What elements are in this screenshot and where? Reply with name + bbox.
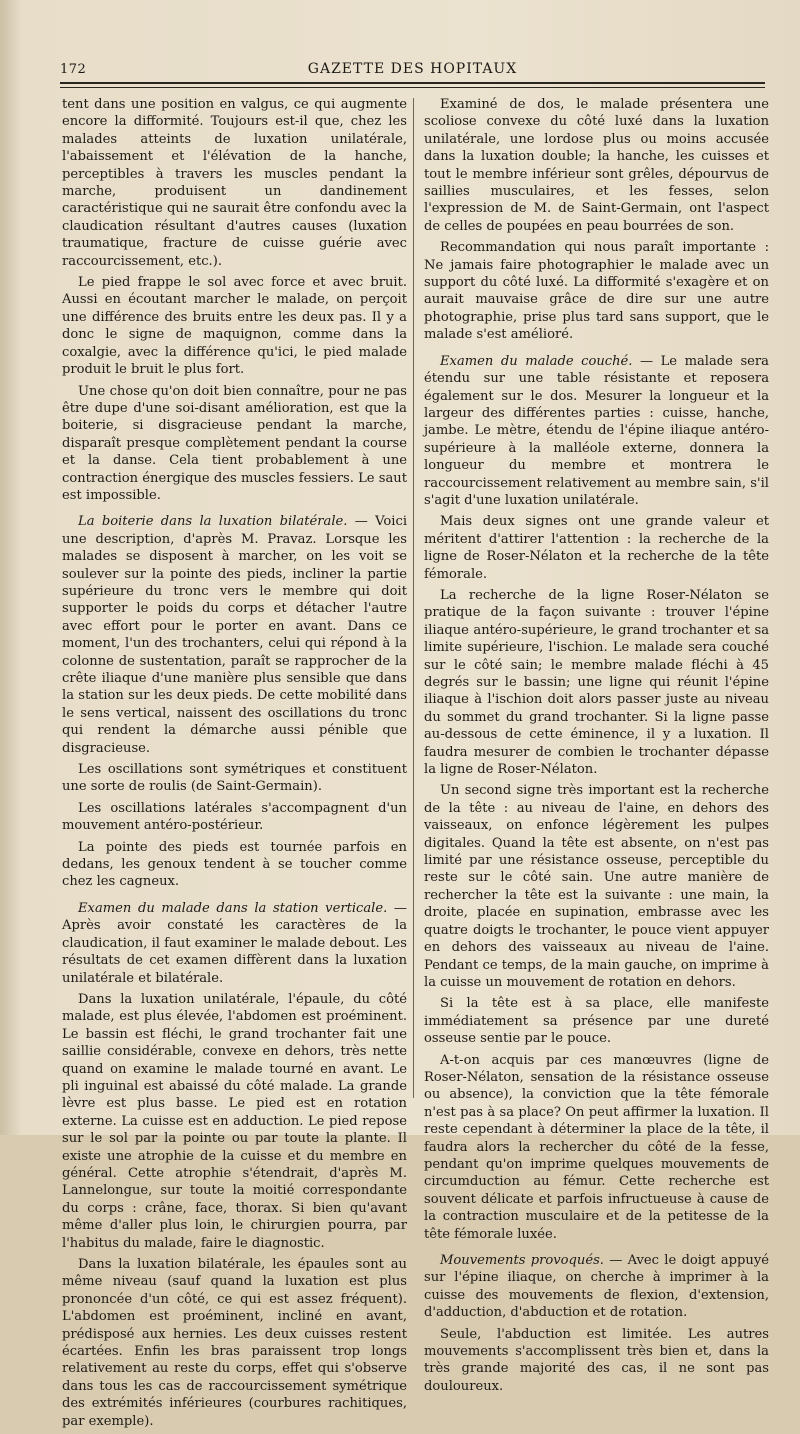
section-heading: La boiterie dans la luxation bilatérale. — [78, 514, 348, 530]
running-title: GAZETTE DES HOPITAUX — [307, 61, 518, 77]
column-divider — [413, 98, 414, 1098]
paragraph: Mais deux signes ont une grande valeur et méritent d'attirer l'attention : la recherche de la ligne de Roser-Nélaton et la recherche de la tête fémorale. — [424, 514, 769, 582]
paragraph: Seule, l'abduction est limitée. Les autres mouvements s'accomplissent très bien et, dans la très grande majorité des cas, il ne sont pas douloureux. — [424, 1326, 769, 1394]
section-paragraph — [424, 353, 769, 510]
paragraph: Recommandation qui nous paraît importante : Ne jamais faire photographier le malade avec un support du côté luxé. La difformité s'exagère et on aurait mauvaise grâce de dire sur une autre photographie, prise plus tard sans support, que le malade s'est amélioré. — [424, 240, 769, 343]
paragraph: Dans la luxation unilatérale, l'épaule, du côté malade, est plus élevée, l'abdomen est proéminent. Le bassin est fléchi, le grand trochanter fait une saillie considérable, convexe en dehors, très nette quand on examine le malade tourné en avant. Le pli inguinal est abaissé du côté malade. La grande lèvre est plus basse. Le pied est en rotation externe. La cuisse est en adduction. Le pied repose sur le sol par la pointe ou par toute la plante. Il existe une atrophie de la cuisse et du membre en général. Cette atrophie s'étendrait, d'après M. Lannelongue, sur toute la moitié correspondante du corps : crâne, face, thorax. Si bien qu'avant même d'aller plus loin, le chirurgien pourra, par l'habitus du malade, faire le diagnostic. — [62, 991, 407, 1251]
paragraph: Un second signe très important est la recherche de la tête : au niveau de l'aine, en dehors des vaisseaux, on enfonce légèrement les pulpes digitales. Quand la tête est absente, on n'est pas limité par une résistance osseuse, perceptible du reste sur le côté sain. Une autre manière de rechercher la tête est la suivante : une main, la droite, placée en supination, embrasse avec les quatre doigts le trochanter, le pouce vient appuyer en dehors des vaisseaux au niveau de l'aine. Pendant ce temps, de la main gauche, on imprime à la cuisse un mouvement de rotation en dehors. — [424, 783, 769, 990]
header-rule-thin — [60, 87, 765, 88]
paragraph: Examiné de dos, le malade présentera une scoliose convexe du côté luxé dans la luxation unilatérale, une lordose plus ou moins accusée dans la luxation double; la hanche, les cuisses et tout le membre inférieur sont grêles, dépourvus de saillies musculaires, et les fesses, selon l'expression de M. de Saint-Germain, ont l'aspect de celles de poupées en peau bourrées de son. — [424, 97, 769, 234]
right-column — [424, 96, 769, 1399]
section-text: — Voici une description, d'après M. Pravaz. Lorsque les malades se disposent à marcher, on les voit se soulever sur la pointe des pieds, incliner la partie supérieure du tronc vers le membre qui doit supporter le poids du corps et détacher l'autre avec effort pour le porter en avant. Dans ce moment, l'un des trochanters, celui qui répond à la colonne de sustentation, paraît se rapprocher de la crête iliaque d'une manière plus sensible que dans la station sur les deux pieds. De cette mobilité dans le sens vertical, naissent des oscillations du tronc qui rendent la démarche aussi pénible que disgracieuse. — [62, 514, 408, 756]
header-rule-thick — [60, 82, 765, 84]
paragraph: Si la tête est à sa place, elle manifeste immédiatement sa présence par une dureté osseuse sentie par le pouce. — [424, 996, 769, 1047]
page-header — [60, 58, 765, 80]
section-text: — Après avoir constaté les caractères de la claudication, il faut examiner le malade debout. Les résultats de cet examen diffèrent dans la luxation unilatérale et bilatérale. — [62, 900, 407, 986]
paragraph: Dans la luxation bilatérale, les épaules sont au même niveau (sauf quand la luxation est plus prononcée d'un côté, ce qui est assez fréquent). L'abdomen est proéminent, incliné en avant, prédisposé aux hernies. Les deux cuisses restent écartées. Enfin les bras paraissent trop longs relativement au reste du corps, effet qui s'observe dans tous les cas de raccourcissement symétrique des extrémités inférieures (courbures rachitiques, par exemple). — [62, 1257, 407, 1429]
paragraph: Le pied frappe le sol avec force et avec bruit. Aussi en écoutant marcher le malade, on perçoit une différence des bruits entre les deux pas. Il y a donc le signe de maquignon, comme dans la coxalgie, avec la différence qu'ici, le pied malade produit le bruit le plus fort. — [62, 275, 407, 378]
paragraph: A-t-on acquis par ces manœuvres (ligne de Roser-Nélaton, sensation de la résistance osseuse ou absence), la conviction que la tête fémorale n'est pas à sa place? On peut affirmer la luxation. Il reste cependant à déterminer la place de la tête, il faudra alors la rechercher du côté de la fesse, pendant qu'on imprime quelques mouvements de circumduction au fémur. Cette recherche est souvent délicate et parfois infructueuse à cause de la contraction musculaire et de la petitesse de la tête fémorale luxée. — [424, 1052, 769, 1242]
section-text: — Avec le doigt appuyé sur l'épine iliaque, on cherche à imprimer à la cuisse des mouvements de flexion, d'extension, d'adduction, d'abduction et de rotation. — [424, 1253, 769, 1321]
paragraph: La recherche de la ligne Roser-Nélaton se pratique de la façon suivante : trouver l'épine iliaque antéro-supérieure, le grand trochanter et sa limite supérieure, l'ischion. Le malade sera couché sur le côté sain; le membre malade fléchi à 45 degrés sur le bassin; une ligne qui réunit l'épine iliaque à l'ischion doit alors passer juste au niveau du sommet du grand trochanter. Si la ligne passe au-dessous de cette éminence, il y a luxation. Il faudra mesurer de combien le trochanter dépasse la ligne de Roser-Nélaton. — [424, 587, 769, 778]
section-heading: Examen du malade couché. — [440, 353, 633, 369]
page-number: 172 — [60, 62, 87, 77]
section-heading: Examen du malade dans la station verticale. — [78, 900, 388, 916]
section-paragraph — [424, 1252, 769, 1322]
section-paragraph — [62, 900, 407, 987]
paragraph: Une chose qu'on doit bien connaître, pour ne pas être dupe d'une soi-disant amélioration, est que la boiterie, si disgracieuse pendant la marche, disparaît presque complètement pendant la course et la danse. Cela tient probablement à une contraction énergique des muscles fessiers. Le saut est impossible. — [62, 383, 407, 503]
left-column — [62, 96, 407, 1434]
paragraph: La pointe des pieds est tournée parfois en dedans, les genoux tendent à se toucher comme chez les cagneux. — [62, 839, 407, 890]
section-text: — Le malade sera étendu sur une table résistante et reposera également sur le dos. Mesurer la longueur et la largeur des différentes parties : cuisse, hanche, jambe. Le mètre, étendu de l'épine iliaque antéro-supérieure à la malléole externe, donnera la longueur du membre et montrera le raccourcissement relativement au membre sain, s'il s'agit d'une luxation unilatérale. — [424, 353, 769, 508]
paragraph: Les oscillations sont symétriques et constituent une sorte de roulis (de Saint-Germain). — [62, 762, 407, 795]
paragraph: tent dans une position en valgus, ce qui augmente encore la difformité. Toujours est-il que, chez les malades atteints de luxation unilatérale, l'abaissement et l'élévation de la hanche, perceptibles à travers les muscles pendant la marche, produisent un dandinement caractéristique qui ne saurait être confondu avec la claudication résultant d'autres causes (luxation traumatique, fracture de cuisse guérie avec raccourcissement, etc.). — [62, 97, 407, 269]
paragraph: Les oscillations latérales s'accompagnent d'un mouvement antéro-postérieur. — [62, 800, 407, 834]
section-heading: Mouvements provoqués. — [440, 1253, 604, 1268]
section-paragraph — [62, 513, 407, 757]
